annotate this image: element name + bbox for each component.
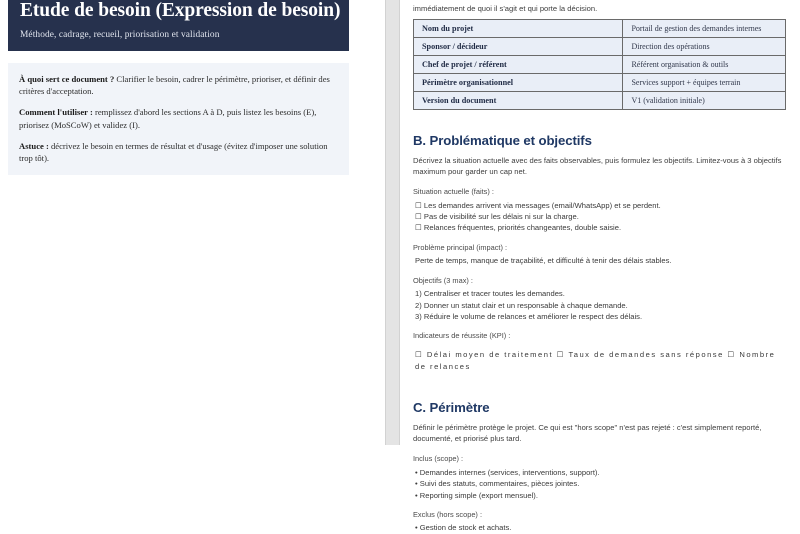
situation-checkbox-item[interactable]: ☐ Les demandes arrivent via messages (email/WhatsApp) et se perdent. bbox=[415, 200, 661, 210]
inclus-block bbox=[413, 454, 786, 501]
kpi-block bbox=[413, 331, 786, 372]
objectif-item: 2) Donner un statut clair et un responsable à chaque demande. bbox=[415, 300, 628, 310]
inclus-item: • Demandes internes (services, interventions, support). bbox=[415, 467, 600, 477]
probleme-text: Perte de temps, manque de traçabilité, et difficulté à tenir des délais stables. bbox=[415, 256, 672, 266]
exclus-item: • Gestion de stock et achats. bbox=[415, 523, 512, 533]
info-paragraph-usage bbox=[19, 106, 338, 130]
table-cell-key: Nom du projet bbox=[414, 20, 623, 38]
section-heading-b: B. Problématique et objectifs bbox=[413, 133, 592, 148]
kpi-checkbox-row[interactable]: ☐ Délai moyen de traitement ☐ Taux de demandes sans réponse ☐ Nombre de relances bbox=[415, 350, 776, 371]
section-c-intro: Définir le périmètre protège le projet. Ce qui est "hors scope" n'est pas rejeté : c'est simplement reporté, documenté, et priorisé plus tard. bbox=[413, 423, 762, 444]
exclus-label: Exclus (hors scope) : bbox=[413, 509, 483, 519]
objectifs-label: Objectifs (3 max) : bbox=[413, 275, 473, 285]
probleme-label: Problème principal (impact) : bbox=[413, 242, 508, 252]
situation-block bbox=[413, 187, 786, 234]
project-info-table bbox=[413, 19, 786, 110]
objectifs-block bbox=[413, 276, 786, 323]
table-cell-key: Version du document bbox=[414, 92, 623, 110]
intro-info-box bbox=[8, 63, 349, 175]
document-page-left bbox=[0, 0, 385, 445]
objectif-item: 1) Centraliser et tracer toutes les demandes. bbox=[415, 289, 565, 299]
table-row bbox=[414, 20, 786, 38]
continuation-lead-line: immédiatement de quoi il s'agit et qui porte la décision. bbox=[413, 4, 598, 13]
table-cell-value: Référent organisation & outils bbox=[623, 56, 786, 74]
table-cell-key: Périmètre organisationnel bbox=[414, 74, 623, 92]
situation-checkbox-item[interactable]: ☐ Pas de visibilité sur les délais ni sur la charge. bbox=[415, 211, 579, 221]
table-cell-value: Portail de gestion des demandes internes bbox=[623, 20, 786, 38]
info-lead-usage: Comment l'utiliser : bbox=[19, 107, 93, 118]
table-cell-value: V1 (validation initiale) bbox=[623, 92, 786, 110]
info-paragraph-purpose bbox=[19, 73, 338, 97]
table-row bbox=[414, 92, 786, 110]
section-heading-c: C. Périmètre bbox=[413, 400, 490, 416]
table-row bbox=[414, 56, 786, 74]
situation-checkbox-item[interactable]: ☐ Relances fréquentes, priorités changeantes, double saisie. bbox=[415, 223, 622, 233]
exclus-block bbox=[413, 510, 786, 534]
table-cell-value: Services support + équipes terrain bbox=[623, 74, 786, 92]
info-text-usage: remplissez d'abord les sections A à D, puis listez les besoins (E), priorisez (MoSCoW) et validez (I). bbox=[19, 107, 317, 130]
table-cell-key: Sponsor / décideur bbox=[414, 38, 623, 56]
table-row bbox=[414, 74, 786, 92]
table-row bbox=[414, 38, 786, 56]
page-subtitle: Méthode, cadrage, recueil, priorisation et validation bbox=[20, 30, 220, 40]
probleme-block bbox=[413, 243, 786, 267]
info-text-tip: décrivez le besoin en termes de résultat et d'usage (évitez d'imposer une solution trop tôt). bbox=[19, 140, 328, 164]
situation-label: Situation actuelle (faits) : bbox=[413, 187, 494, 196]
inclus-item: • Suivi des statuts, commentaires, pièces jointes. bbox=[415, 479, 580, 489]
objectif-item: 3) Réduire le volume de relances et améliorer le respect des délais. bbox=[415, 311, 643, 321]
inclus-item: • Reporting simple (export mensuel). bbox=[415, 490, 538, 500]
inclus-label: Inclus (scope) : bbox=[413, 454, 464, 464]
page-title: Etude de besoin (Expression de besoin) bbox=[20, 0, 341, 21]
page-gutter bbox=[385, 0, 400, 445]
info-text-purpose: Clarifier le besoin, cadrer le périmètre, prioriser, et définir des critères d'acceptation. bbox=[19, 74, 330, 97]
kpi-label: Indicateurs de réussite (KPI) : bbox=[413, 331, 511, 341]
section-b-intro: Décrivez la situation actuelle avec des faits observables, puis formulez les objectifs. Limitez-vous à 3 objectifs maximum pour garder un cap net. bbox=[413, 156, 782, 176]
info-lead-purpose: À quoi sert ce document ? bbox=[19, 74, 115, 84]
info-paragraph-tip bbox=[19, 140, 338, 164]
document-page-right bbox=[400, 0, 800, 533]
info-lead-tip: Astuce : bbox=[19, 140, 49, 151]
document-title-banner bbox=[8, 0, 349, 51]
table-cell-key: Chef de projet / référent bbox=[414, 56, 623, 74]
table-cell-value: Direction des opérations bbox=[623, 38, 786, 56]
